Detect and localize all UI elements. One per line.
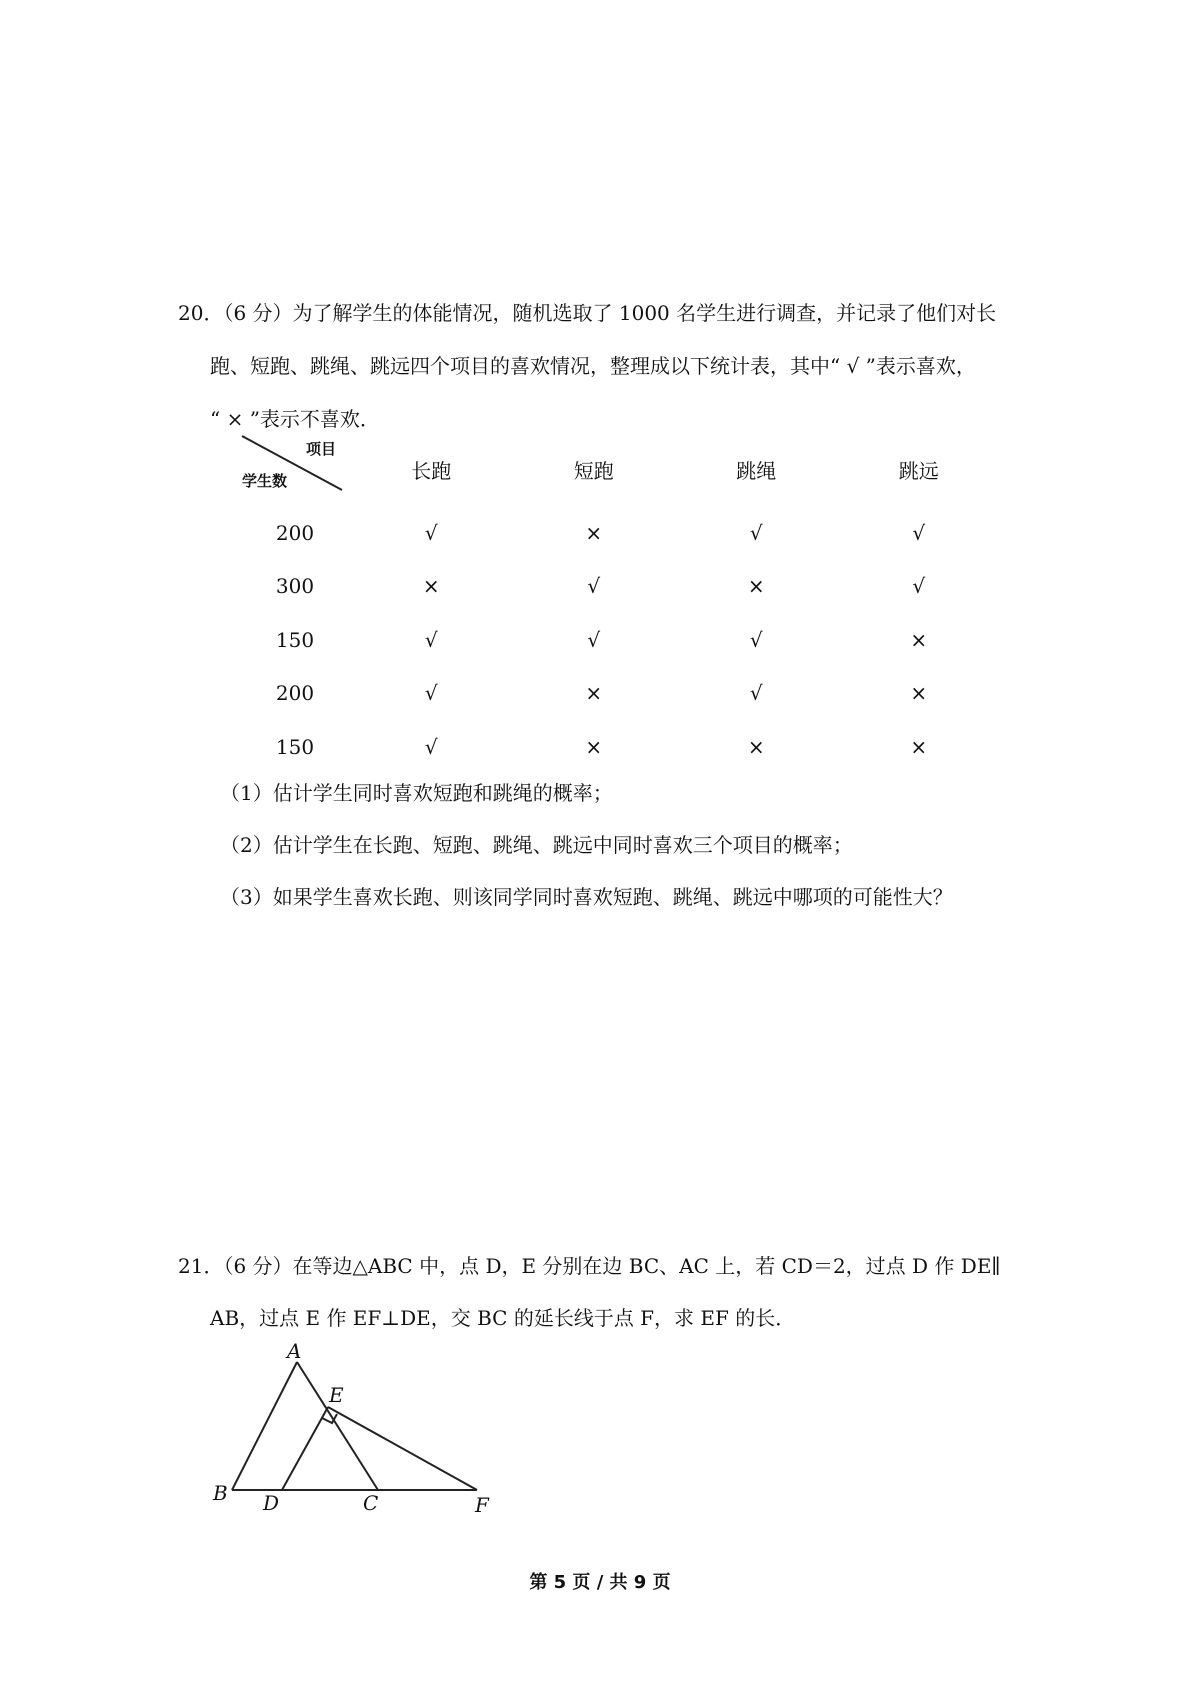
label-e: E — [329, 1383, 344, 1407]
problem-20-line-1: 20．（6 分）为了解学生的体能情况，随机选取了 1000 名学生进行调查，并记录了他们对长 — [178, 301, 997, 325]
table-corner-cell — [240, 432, 350, 506]
segment-ef — [328, 1407, 477, 1490]
mark-cell: √ — [749, 681, 763, 706]
label-d: D — [263, 1491, 280, 1515]
mark-cell: × — [747, 734, 765, 759]
mark-cell: √ — [587, 574, 601, 599]
segment-ac — [297, 1362, 378, 1490]
student-count: 200 — [275, 520, 315, 545]
mark-cell: × — [747, 574, 765, 599]
problem-20-line-3: “ × ”表示不喜欢． — [210, 407, 380, 431]
label-c: C — [363, 1491, 379, 1515]
table-row — [240, 613, 1000, 667]
segment-de — [282, 1407, 328, 1490]
header-long-run: 长跑 — [411, 458, 452, 483]
student-count: 300 — [275, 574, 315, 599]
problem-20-question-3: （3）如果学生喜欢长跑、则该同学同时喜欢短跑、跳绳、跳远中哪项的可能性大？ — [220, 885, 953, 909]
mark-cell: √ — [587, 627, 601, 652]
problem-20-line-2: 跑、短跑、跳绳、跳远四个项目的喜欢情况，整理成以下统计表，其中“ √ ”表示喜欢， — [210, 354, 976, 378]
survey-table — [240, 432, 1000, 774]
mark-cell: × — [910, 627, 928, 652]
triangle-figure — [205, 1340, 525, 1524]
mark-cell: × — [910, 681, 928, 706]
mark-cell: √ — [424, 627, 438, 652]
problem-21-line-2: AB，过点 E 作 EF⊥DE，交 BC 的延长线于点 F，求 EF 的长． — [210, 1306, 796, 1330]
mark-cell: × — [585, 681, 603, 706]
mark-cell: √ — [424, 734, 438, 759]
problem-20-question-2: （2）估计学生在长跑、短跑、跳绳、跳远中同时喜欢三个项目的概率； — [220, 833, 853, 857]
problem-20-question-1: （1）估计学生同时喜欢短跑和跳绳的概率； — [220, 781, 613, 805]
student-count: 150 — [275, 734, 315, 759]
problem-21-line-1: 21．（6 分）在等边△ABC 中，点 D，E 分别在边 BC、AC 上，若 CD＝2，过点 D 作 DE∥ — [178, 1254, 1001, 1278]
student-count: 150 — [275, 627, 315, 652]
table-row — [240, 720, 1000, 774]
label-b: B — [213, 1481, 228, 1505]
corner-label-item: 项目 — [306, 440, 337, 458]
mark-cell: √ — [424, 520, 438, 545]
mark-cell: × — [422, 574, 440, 599]
table-row — [240, 506, 1000, 560]
mark-cell: √ — [912, 574, 926, 599]
mark-cell: √ — [912, 520, 926, 545]
label-f: F — [475, 1493, 489, 1517]
label-a: A — [287, 1340, 302, 1363]
mark-cell: √ — [749, 520, 763, 545]
corner-label-students: 学生数 — [242, 472, 288, 490]
mark-cell: × — [910, 734, 928, 759]
header-long-jump: 跳远 — [898, 458, 939, 483]
header-jump-rope: 跳绳 — [736, 458, 777, 483]
mark-cell: × — [585, 520, 603, 545]
table-header-row — [240, 432, 1000, 506]
mark-cell: √ — [424, 681, 438, 706]
table-row — [240, 560, 1000, 614]
header-sprint: 短跑 — [573, 458, 614, 483]
student-count: 200 — [275, 681, 315, 706]
table-row — [240, 667, 1000, 721]
mark-cell: × — [585, 734, 603, 759]
mark-cell: √ — [749, 627, 763, 652]
triangle-diagram — [205, 1340, 525, 1520]
page-footer: 第 5 页 / 共 9 页 — [529, 1572, 671, 1593]
segment-ab — [232, 1362, 297, 1490]
